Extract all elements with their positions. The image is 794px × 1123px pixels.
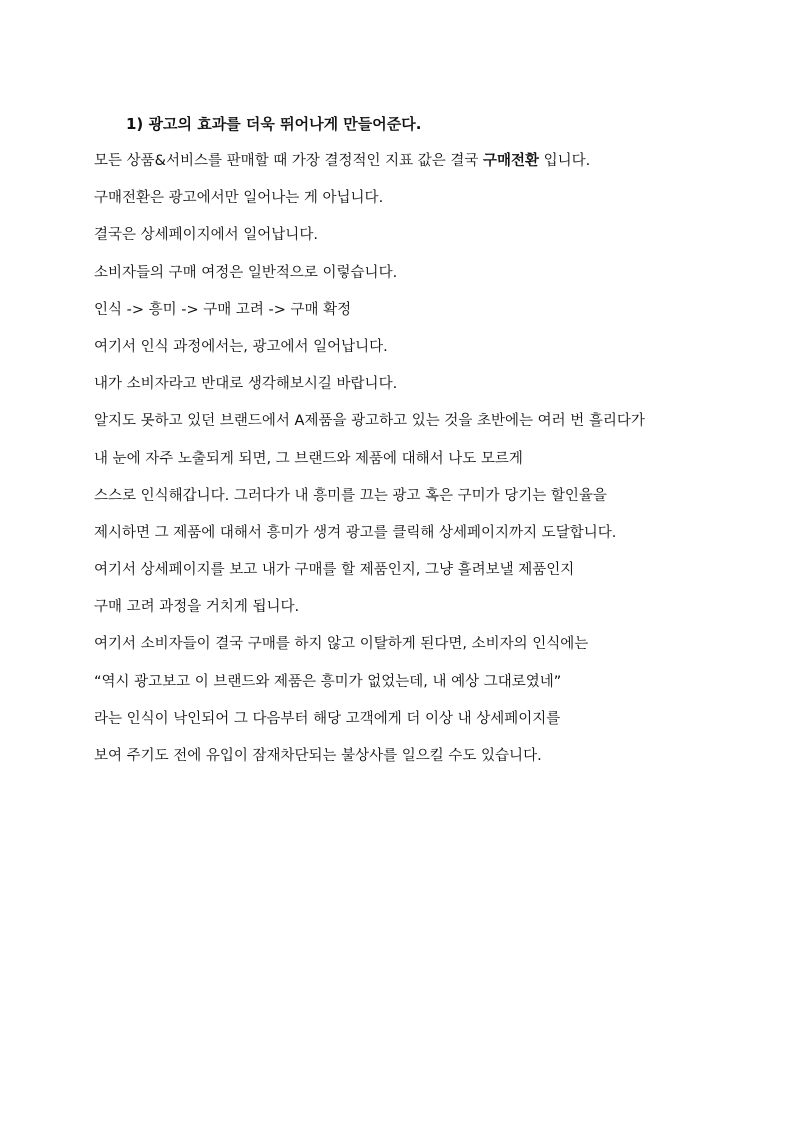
- section-heading: 1) 광고의 효과를 더욱 뛰어나게 만들어준다.: [126, 115, 422, 133]
- paragraph-line: 제시하면 그 제품에 대해서 흥미가 생겨 광고를 클릭해 상세페이지까지 도달합니다.: [94, 524, 617, 541]
- body-text: [94, 151, 774, 783]
- paragraph-line: 라는 인식이 낙인되어 그 다음부터 해당 고객에게 더 이상 내 상세페이지를: [94, 710, 561, 727]
- paragraph-line: [94, 151, 774, 171]
- paragraph-line: “역시 광고보고 이 브랜드와 제품은 흥미가 없었는데, 내 예상 그대로였네”: [94, 673, 562, 690]
- paragraph-line: 내가 소비자라고 반대로 생각해보시길 바랍니다.: [94, 376, 398, 393]
- paragraph-line: 여기서 소비자들이 결국 구매를 하지 않고 이탈하게 된다면, 소비자의 인식에는: [94, 636, 589, 653]
- paragraph-line: 보여 주기도 전에 유입이 잠재차단되는 불상사를 일으킬 수도 있습니다.: [94, 748, 542, 764]
- paragraph-line: 여기서 상세페이지를 보고 내가 구매를 할 제품인지, 그냥 흘려보낼 제품인지: [94, 562, 575, 579]
- paragraph-line: 결국은 상세페이지에서 일어납니다.: [94, 227, 318, 244]
- paragraph-line: 스스로 인식해갑니다. 그러다가 내 흥미를 끄는 광고 혹은 구미가 당기는 할인율을: [94, 487, 607, 504]
- paragraph-line: 알지도 못하고 있던 브랜드에서 A제품을 광고하고 있는 것을 초반에는 여러 번 흘리다가: [94, 413, 645, 430]
- emphasis-text: 구매전환: [482, 153, 539, 169]
- paragraph-line: 여기서 인식 과정에서는, 광고에서 일어납니다.: [94, 338, 388, 355]
- line-text: 입니다.: [539, 153, 591, 169]
- line-text: 모든 상품&서비스를 판매할 때 가장 결정적인 지표 값은 결국: [94, 153, 483, 169]
- paragraph-line: 인식 -> 흥미 -> 구매 고려 -> 구매 확정: [94, 301, 352, 318]
- paragraph-line: 구매전환은 광고에서만 일어나는 게 아닙니다.: [94, 190, 384, 207]
- paragraph-line: 소비자들의 구매 여정은 일반적으로 이렇습니다.: [94, 264, 398, 281]
- paragraph-line: 내 눈에 자주 노출되게 되면, 그 브랜드와 제품에 대해서 나도 모르게: [94, 450, 523, 467]
- paragraph-line: 구매 고려 과정을 거치게 됩니다.: [94, 599, 300, 616]
